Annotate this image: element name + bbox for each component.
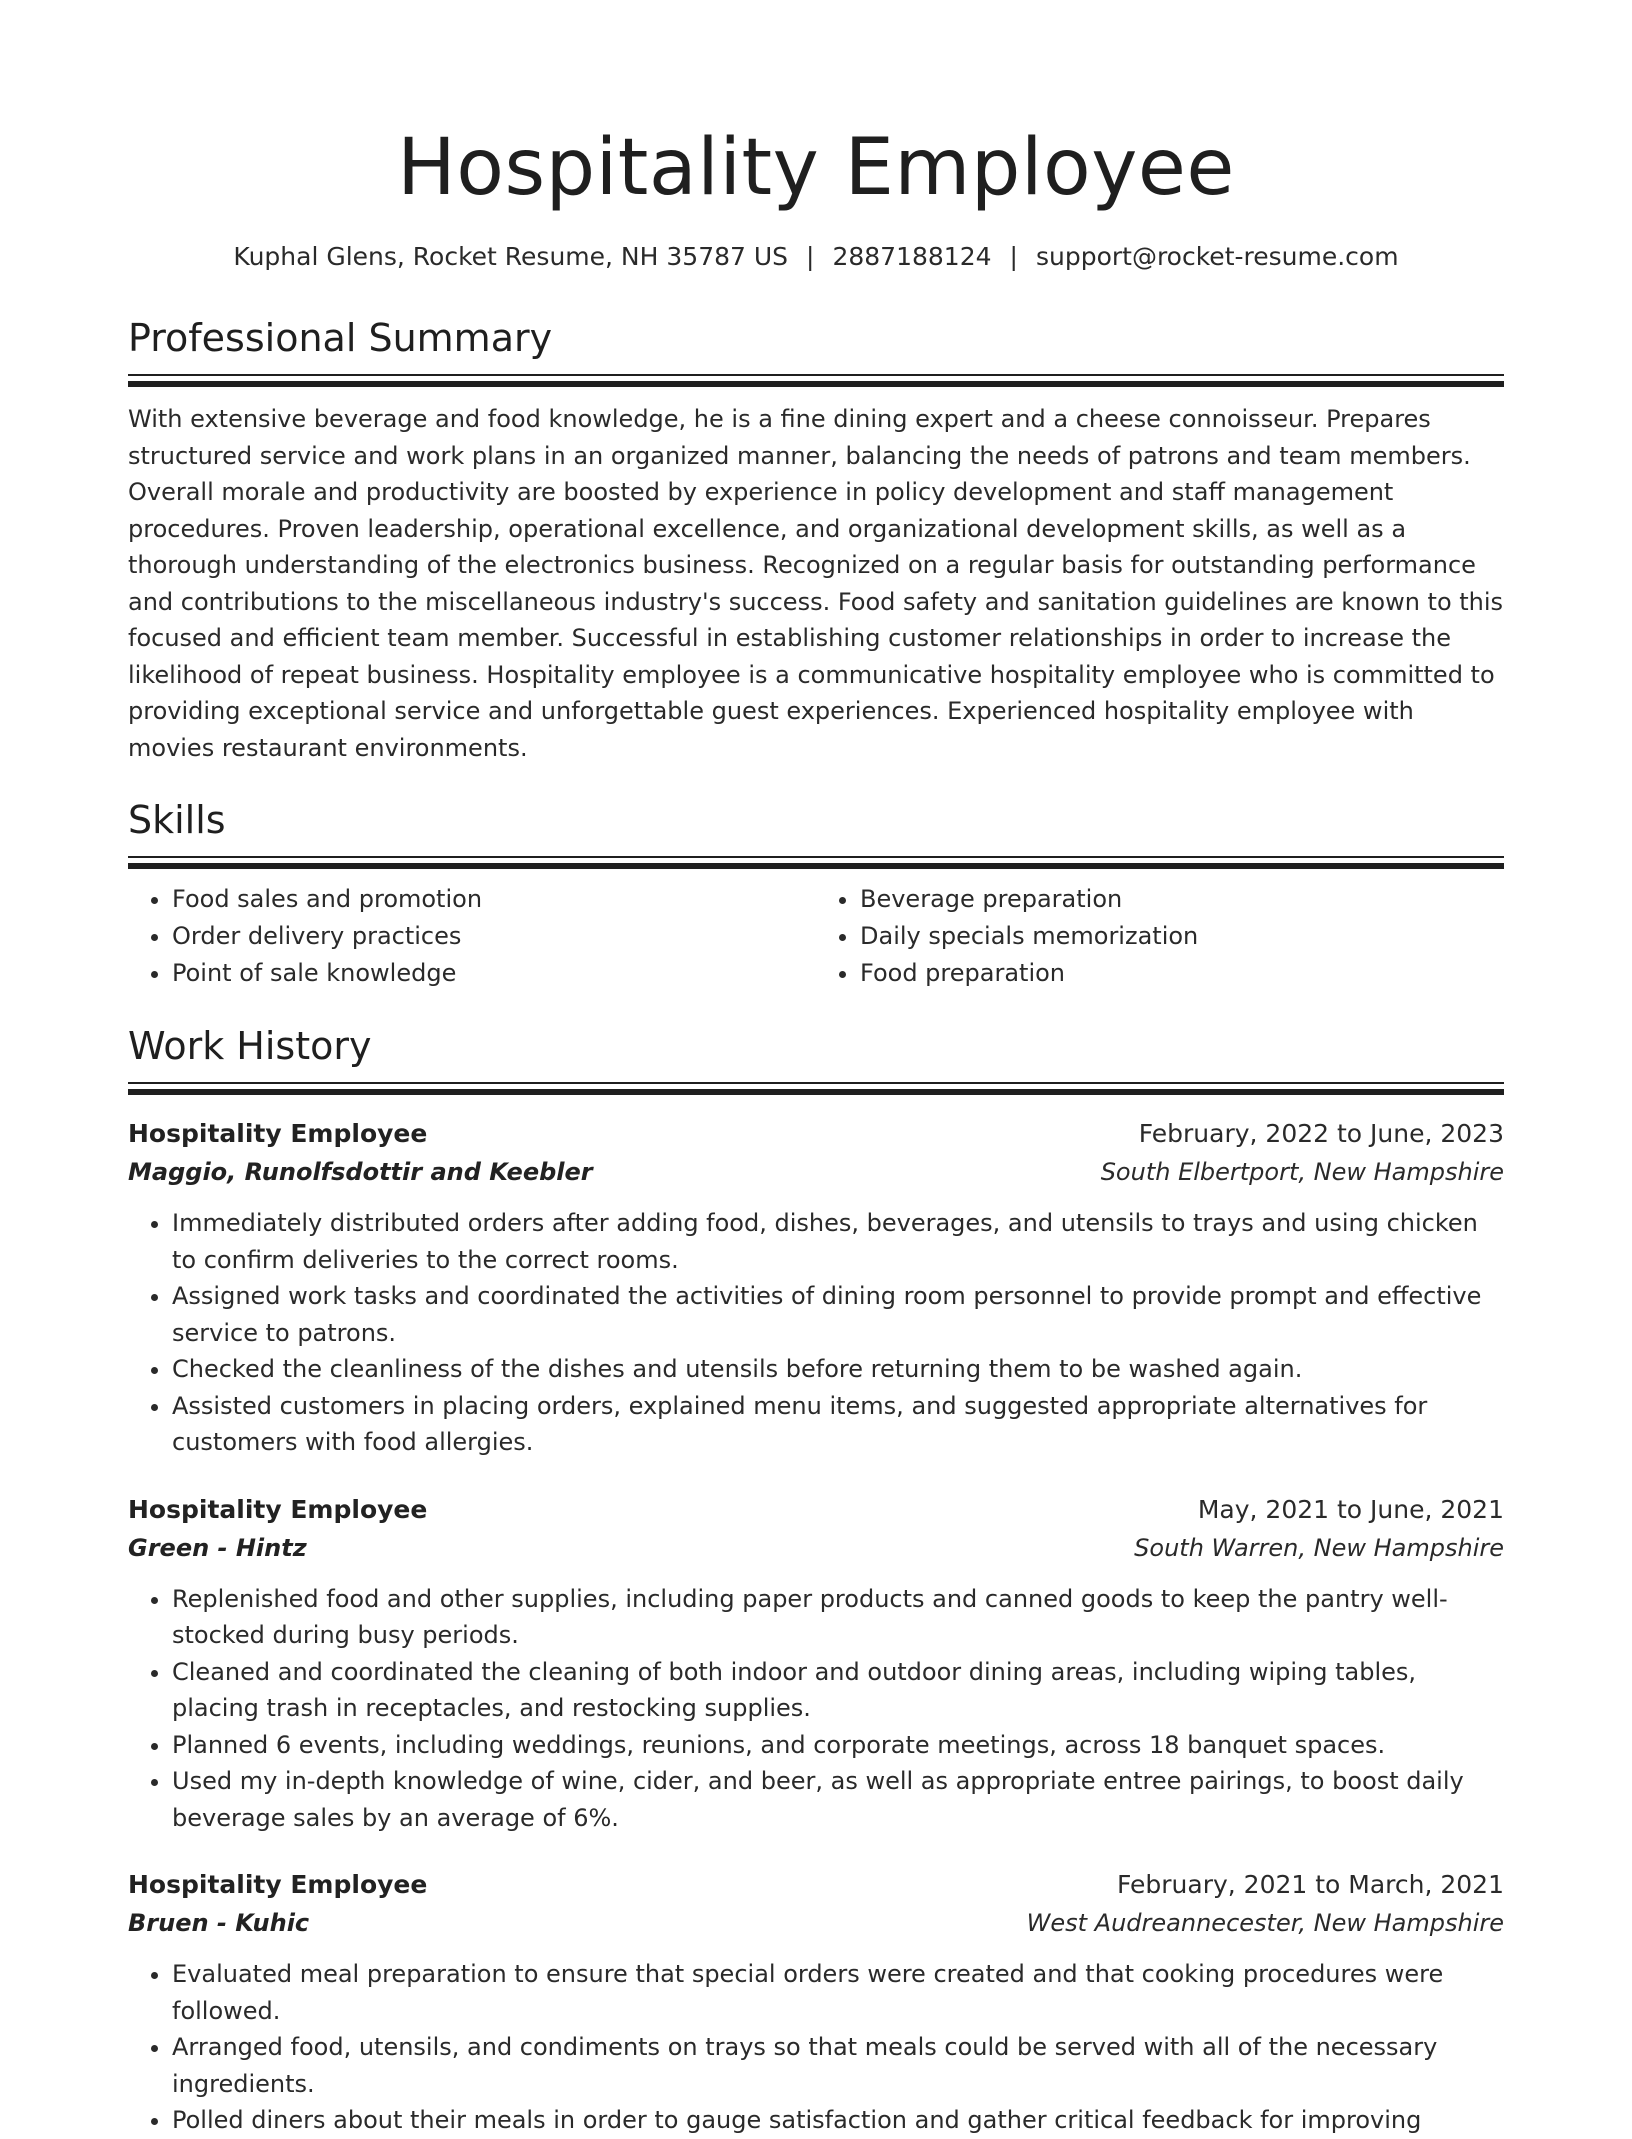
job-bullet: • Checked the cleanliness of the dishes and utensils before returning them to be washed again. (172, 1351, 1504, 1388)
contact-separator: | (806, 242, 815, 271)
job-title: Hospitality Employee (128, 1119, 428, 1148)
contact-separator: | (1009, 242, 1018, 271)
job-location: West Audreannecester, New Hampshire (1026, 1909, 1504, 1937)
skill-item: • Point of sale knowledge (172, 955, 816, 992)
section-title: Work History (128, 1024, 372, 1068)
job-bullets (128, 1956, 1504, 2139)
job-bullet: • Assisted customers in placing orders, explained menu items, and suggested appropriate alternatives for customers with food allergies. (172, 1388, 1504, 1461)
summary-text: With extensive beverage and food knowledge, he is a fine dining expert and a cheese connoisseur. Prepares structured service and work plans in an organized manner, balancing the needs of patrons and team members. Overall morale and productivity are boosted by experience in policy development and staff management procedures. Proven leadership, operational excellence, and organizational development skills, as well as a thorough understanding of the electronics business. Recognized on a regular basis for outstanding performance and contributions to the miscellaneous industry's success. Food safety and sanitation guidelines are known to this focused and efficient team member. Successful in establishing customer relationships in order to increase the likelihood of repeat business. Hospitality employee is a communicative hospitality employee who is committed to providing exceptional service and unforgettable guest experiences. Experienced hospitality employee with movies restaurant environments. (128, 405, 1504, 762)
job-dates: February, 2021 to March, 2021 (1116, 1870, 1504, 1899)
skills-column-left (128, 881, 816, 992)
job-bullet: • Polled diners about their meals in order to gauge satisfaction and gather critical feedback for improving (172, 2102, 1504, 2139)
section-title: Professional Summary (128, 316, 553, 360)
job-bullet: • Replenished food and other supplies, including paper products and canned goods to keep the pantry well-stocked during busy periods. (172, 1581, 1504, 1654)
job-entry (128, 1491, 1504, 1837)
job-bullet: • Evaluated meal preparation to ensure that special orders were created and that cooking procedures were followed. (172, 1956, 1504, 2029)
skills-list (128, 881, 1504, 992)
job-entry (128, 1866, 1504, 2139)
job-bullets (128, 1205, 1504, 1461)
job-bullet: • Immediately distributed orders after adding food, dishes, beverages, and utensils to trays and using chicken to confirm deliveries to the correct rooms. (172, 1205, 1504, 1278)
job-dates: February, 2022 to June, 2023 (1138, 1119, 1504, 1148)
section-title: Skills (128, 798, 226, 842)
skill-item: • Food preparation (860, 955, 1504, 992)
job-bullet: • Planned 6 events, including weddings, reunions, and corporate meetings, across 18 banquet spaces. (172, 1727, 1504, 1764)
contact-line (128, 240, 1504, 274)
job-location: South Elbertport, New Hampshire (1100, 1158, 1504, 1186)
skill-item: • Beverage preparation (860, 881, 1504, 918)
job-bullet: • Assigned work tasks and coordinated the activities of dining room personnel to provide prompt and effective service to patrons. (172, 1278, 1504, 1351)
job-bullet: • Arranged food, utensils, and condiments on trays so that meals could be served with all of the necessary ingredients. (172, 2029, 1504, 2102)
job-company: Green - Hintz (128, 1533, 307, 1562)
resume-header (128, 0, 1504, 274)
job-title: Hospitality Employee (128, 1870, 428, 1899)
section-divider (128, 374, 1504, 387)
section-divider (128, 1082, 1504, 1095)
contact-phone: 2887188124 (832, 242, 992, 271)
skill-item: • Food sales and promotion (172, 881, 816, 918)
skill-item: • Order delivery practices (172, 918, 816, 955)
job-entry (128, 1115, 1504, 1461)
skills-column-right (816, 881, 1504, 992)
job-bullets (128, 1581, 1504, 1837)
job-title: Hospitality Employee (128, 1494, 428, 1524)
job-company: Maggio, Runolfsdottir and Keebler (128, 1158, 593, 1186)
contact-email: support@rocket-resume.com (1035, 242, 1399, 271)
section-skills (128, 796, 1504, 992)
section-professional-summary (128, 314, 1504, 766)
job-location: South Warren, New Hampshire (1134, 1533, 1504, 1562)
job-bullet: • Cleaned and coordinated the cleaning of both indoor and outdoor dining areas, including wiping tables, placing trash in receptacles, and restocking supplies. (172, 1654, 1504, 1727)
section-work-history (128, 1022, 1504, 2139)
job-company: Bruen - Kuhic (128, 1909, 310, 1937)
contact-address: Kuphal Glens, Rocket Resume, NH 35787 US (233, 242, 789, 271)
candidate-name: Hospitality Employee (397, 123, 1235, 213)
job-dates: May, 2021 to June, 2021 (1197, 1494, 1504, 1524)
section-divider (128, 856, 1504, 869)
job-bullet: • Used my in-depth knowledge of wine, cider, and beer, as well as appropriate entree pairings, to boost daily beverage sales by an average of 6%. (172, 1763, 1504, 1836)
skill-item: • Daily specials memorization (860, 918, 1504, 955)
